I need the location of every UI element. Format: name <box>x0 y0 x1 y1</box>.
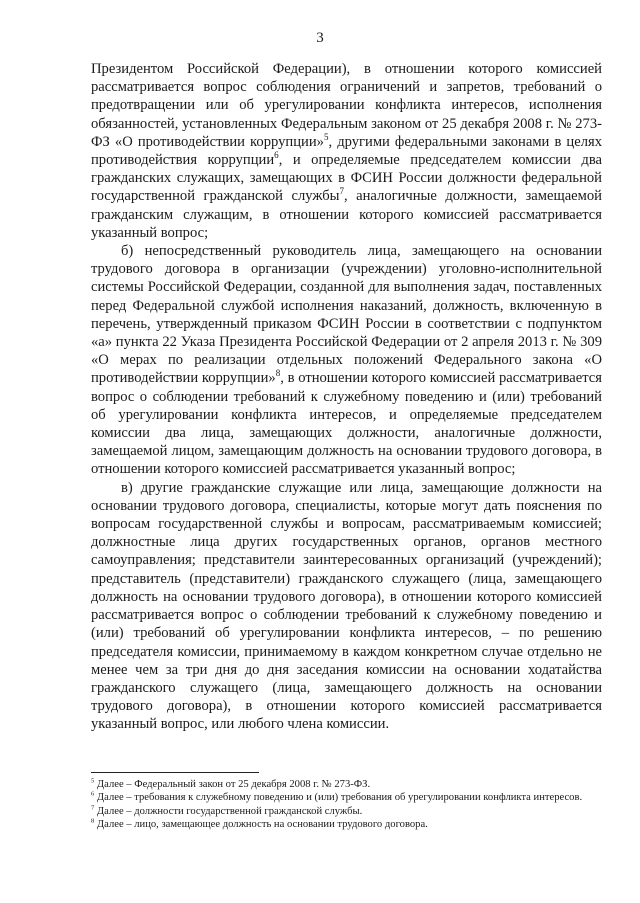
footnote-text: Далее – должности государственной гражданской службы. <box>94 805 363 817</box>
footnote <box>91 778 602 791</box>
paragraph-text: б) непосредственный руководитель лица, замещающего на основании трудового договора в организации (учреждении) уголовно-исполнительной системы Российской Федерации, созданной для выполнения задач, поставленных перед Федеральной службой исполнения наказаний, должность, включенную в перечень, утвержденный приказом ФСИН России в соответствии с подпунктом «а» пункта 22 Указа Президента Российской Федерации от 2 апреля 2013 г. № 309 «О мерах по реализации отдельных положений Федерального закона «О противодействии коррупции» <box>91 243 602 387</box>
paragraph-text: , в отношении которого комиссией рассматривается вопрос о соблюдении требований к служебному поведению и (или) требований об урегулировании конфликта интересов, и определяемые председателем комиссии два лица, замещающих должности, аналогичные должности, замещаемой лицом, замещающим должность на основании трудового договора, в отношении которого комиссией рассматривается указанный вопрос; <box>91 370 602 478</box>
footnote-text: Далее – требования к служебному поведению и (или) требования об урегулировании конфликта интересов. <box>94 792 583 804</box>
body-text <box>91 60 602 734</box>
paragraph-text: Президентом Российской Федерации), в отношении которого комиссией рассматривается вопрос соблюдения ограничений и запретов, требований о предотвращении или об урегулировании конфликта интересов, исполнения обязанностей, установленных Федеральным законом от 25 декабря 2008 г. № 273-ФЗ «О противодействии коррупции» <box>91 61 602 150</box>
paragraph <box>91 479 602 734</box>
footnote-text: Далее – лицо, замещающее должность на основании трудового договора. <box>94 819 428 831</box>
footnote-mark: 8 <box>91 817 95 825</box>
paragraph-text: в) другие гражданские служащие или лица, замещающие должности на основании трудового договора, специалисты, которые могут дать пояснения по вопросам государственной службы и вопросам, рассматриваемым комиссией; должностные лица других государственных органов, органов местного самоуправления; представители заинтересованных организаций (учреждений); представитель (представители) гражданского служащего (лица, замещающего должность на основании трудового договора), в отношении которого комиссией рассматривается вопрос о соблюдении требований к служебному поведению и (или) требований об урегулировании конфликта интересов, – по решению председателя комиссии, принимаемому в каждом конкретном случае отдельно не менее чем за три дня до дня заседания комиссии на основании ходатайства гражданского служащего (лица, замещающего должность на основании трудового договора), в отношении которого комиссией рассматривается указанный вопрос, или любого члена комиссии. <box>91 479 602 733</box>
paragraph <box>91 60 602 242</box>
footnote-reference: 8 <box>275 368 281 379</box>
footnote-reference: 6 <box>274 150 279 161</box>
footnote-reference: 5 <box>323 131 329 142</box>
footnote-mark: 6 <box>91 790 95 798</box>
footnote-text: Далее – Федеральный закон от 25 декабря 2008 г. № 273-ФЗ. <box>94 779 371 790</box>
footnote <box>91 791 602 804</box>
footnote-divider <box>91 772 259 773</box>
footnotes <box>91 778 602 832</box>
footnote-reference: 7 <box>339 186 344 197</box>
page-number: 3 <box>316 30 324 46</box>
footnote-mark: 7 <box>91 804 95 812</box>
footnote <box>91 805 602 818</box>
paragraph-text: , аналогичные должности, замещаемой гражданским служащим, в отношении которого комиссией рассматривается указанный вопрос; <box>91 188 602 241</box>
paragraph <box>91 242 602 479</box>
footnote <box>91 818 602 831</box>
paragraph-text: , и определяемые председателем комиссии два гражданских служащих, замещающих в ФСИН России должности федеральной государственной гражданской службы <box>91 152 602 205</box>
paragraph-text: , другими федеральными законами в целях противодействия коррупции <box>91 133 602 169</box>
footnote-mark: 5 <box>91 777 95 785</box>
